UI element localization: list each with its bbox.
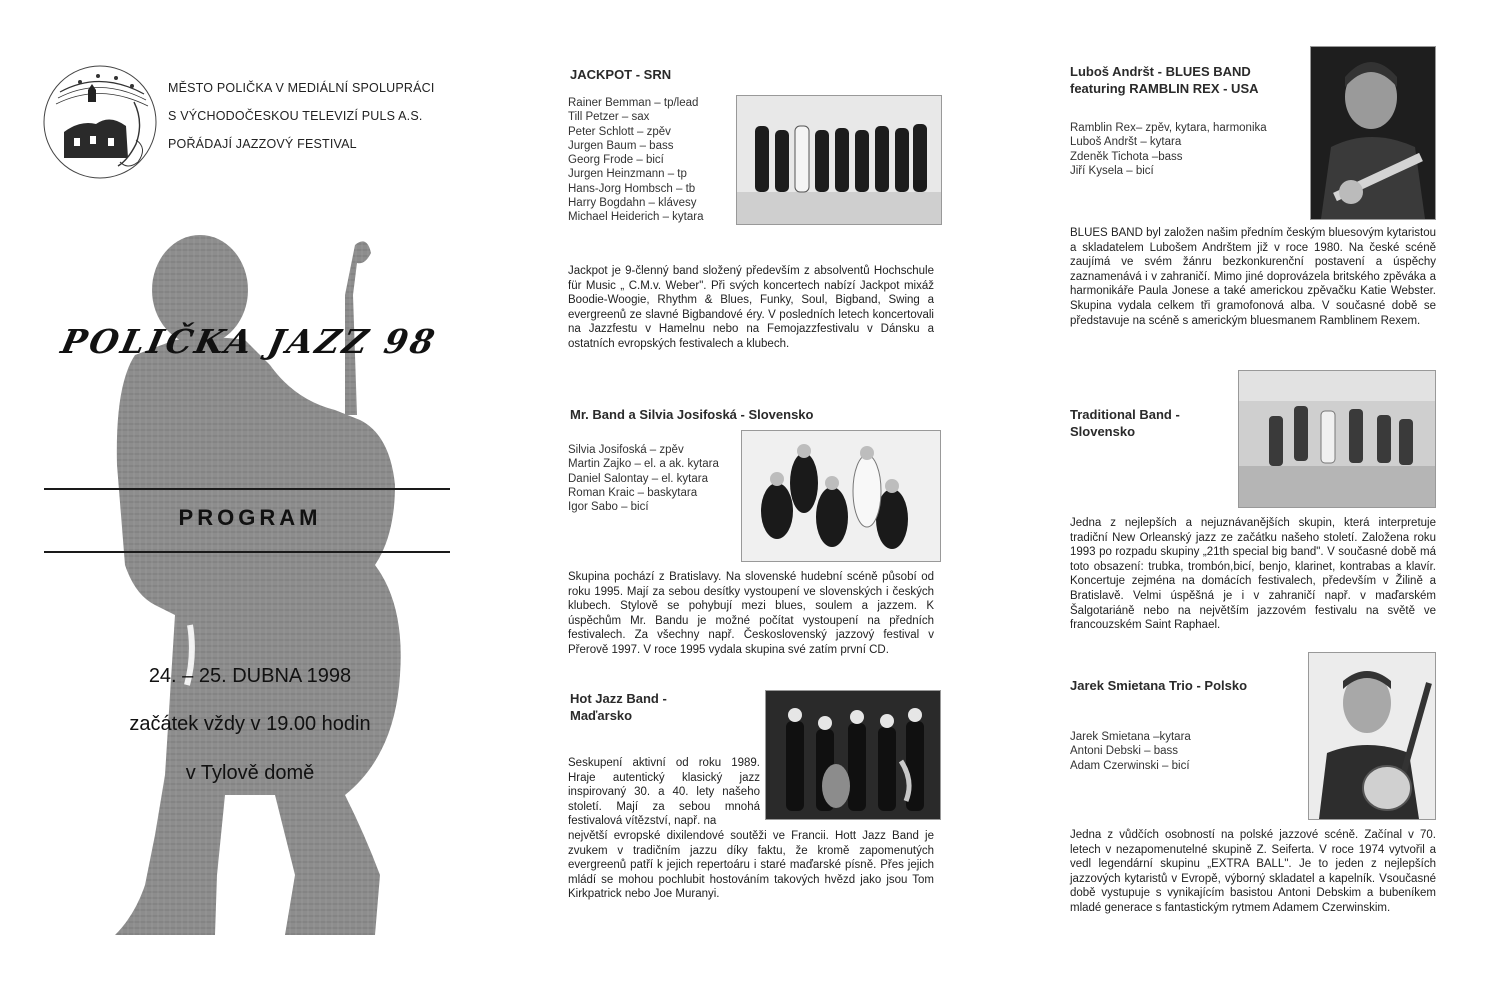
lineup-item: Harry Bogdahn – klávesy xyxy=(568,197,697,210)
start-time: začátek vždy v 19.00 hodin xyxy=(129,713,371,735)
description-jackpot: Jackpot je 9-členný band složený především z absolventů Hochschule für Music „ C.M.v. Weber". Při svých koncertech nabízí Jackpot mixáž Boodie-Woogie, Rhythm & Blues, Funky, Soul, Bigband, Swing a evergreenů ze slavné Bigbandové éry. V posledních letech koncertovali na Jazzfestu v Hamelnu nebo na Femojazzfestivalu v Dánsku a ostatních evropských festivalech a klubech. xyxy=(568,265,934,350)
lineup-item: Jarek Smietana –kytara xyxy=(1070,731,1191,743)
lineup-item: Adam Czerwinski – bicí xyxy=(1070,759,1190,772)
description-hotjazz-narrow: Seskupení aktivní od roku 1989. Hraje autentický klasický jazz inspirovaný 30. a 40. lety našeho století. Mají za sebou mnohá festivalová vítězství, např. na xyxy=(568,757,760,828)
lineup-item: Hans-Jorg Hombsch – tb xyxy=(568,182,696,195)
band-title-hotjazz-line1: Hot Jazz Band - xyxy=(570,691,667,706)
lineup-item: Rainer Bemman – tp/lead xyxy=(568,97,699,109)
top-rule xyxy=(44,488,450,490)
lineup-item: Zdeněk Tichota –bass xyxy=(1070,150,1183,163)
lineup-smietana xyxy=(1070,730,1191,773)
lineup-item: Jurgen Heinzmann – tp xyxy=(568,168,687,181)
festival-dates: 24. – 25. DUBNA 1998 xyxy=(148,665,352,687)
lineup-item: Luboš Andršt – kytara xyxy=(1070,136,1182,149)
lineup-item: Georg Frode – bicí xyxy=(568,154,664,167)
venue: v Tylově domě xyxy=(185,762,315,784)
photo-andrst xyxy=(1310,46,1436,220)
band-title-traditional-line1: Traditional Band - xyxy=(1070,407,1180,422)
band-title-jackpot: JACKPOT - SRN xyxy=(570,67,672,82)
band-title-andrst-line1: Luboš Andršt - BLUES BAND xyxy=(1070,64,1251,79)
lineup-item: Roman Kraic – baskytara xyxy=(568,486,698,499)
middle-panel xyxy=(500,0,1000,1000)
photo-mrband xyxy=(741,430,941,562)
organizer-line-1: MĚSTO POLIČKA V MEDIÁLNÍ SPOLUPRÁCI xyxy=(168,81,435,95)
photo-smietana xyxy=(1308,652,1436,820)
cover-panel xyxy=(0,0,500,1000)
lineup-item: Silvia Josifoská – zpěv xyxy=(568,444,684,456)
lineup-item: Antoni Debski – bass xyxy=(1070,745,1179,758)
festival-title: POLIČKA JAZZ 98 xyxy=(57,322,441,361)
lineup-item: Jurgen Baum – bass xyxy=(568,139,674,152)
band-title-smietana: Jarek Smietana Trio - Polsko xyxy=(1070,678,1248,693)
lineup-item: Jiří Kysela – bicí xyxy=(1070,164,1154,177)
lineup-item: Martin Zajko – el. a ak. kytara xyxy=(568,458,719,471)
description-hotjazz-wide: největší evropské dixilendové soutěži ve Francii. Hott Jazz Band je zvukem v tradičním jazzu díky faktu, že kromě zapomenutých evergreenů patří k jejich repertoáru i staré maďarské písně. Přes jejich mládí se mohou pochlubit hostováním takových hvězd jako jsou Tom Kirkpatrick nebo Joe Muranyi. xyxy=(568,830,934,901)
description-mrband: Skupina pochází z Bratislavy. Na slovenské hudební scéně působí od roku 1995. Mají za sebou desítky vystoupení ve slovenských i českých klubech. Stylově se pohybují mezi blues, soulem a jazzem. K úspěchům Mr. Bandu je možné počítat vystoupení na předních festivalech. Za všechny např. Československý jazzový festival v Přerově 1997. V roce 1995 vydala skupina své zatím první CD. xyxy=(568,571,934,656)
lineup-item: Michael Heiderich – kytara xyxy=(568,211,704,224)
lineup-item: Peter Schlott – zpěv xyxy=(568,125,671,138)
band-title-traditional-line2: Slovensko xyxy=(1070,424,1136,439)
lineup-andrst xyxy=(1070,121,1267,178)
organizer-line-2: S VÝCHODOČESKOU TELEVIZÍ PULS A.S. xyxy=(168,109,423,123)
organizer-line-3: POŘÁDAJÍ JAZZOVÝ FESTIVAL xyxy=(168,137,357,151)
description-smietana: Jedna z vůdčích osobností na polské jazzové scéně. Začínal v 70. letech v nezapomenutelné skupině Z. Seiferta. V roce 1974 vytvořil a vedl legendární skupinu „EXTRA BALL". Je to jeden z nejlepších jazzových kytaristů v Evropě, výborný skladatel a kapelník. Vsoučasné době vystupuje s vynikajícím basistou Antoni Debskim a bubeníkem mladé generace s fantastickým rytmem Adamem Czerwinskim. xyxy=(1070,829,1436,914)
lineup-item: Ramblin Rex– zpěv, kytara, harmonika xyxy=(1070,122,1267,134)
photo-traditional xyxy=(1238,370,1436,508)
band-title-andrst-line2: featuring RAMBLIN REX - USA xyxy=(1070,81,1259,96)
photo-hotjazz xyxy=(765,690,941,820)
lineup-mrband xyxy=(568,443,719,514)
description-andrst: BLUES BAND byl založen našim předním českým bluesovým kytaristou a skladatelem Lubošem Andrštem již v roce 1980. Na české scéně zaujímá ve svém žánru bezkonkurenční postavení a úspěchy zaznamenává i v zahraničí. Mimo jiné doprovázela britského zpěváka a harmonikáře Paula Jonese a také americkou zpěvačku Katie Webster. Skupina vydala celkem tři gramofonová alba. V současné době se představuje na scéně s americkým bluesmanem Ramblinem Rexem. xyxy=(1070,227,1436,327)
program-heading: PROGRAM xyxy=(178,505,322,530)
band-title-hotjazz-line2: Maďarsko xyxy=(570,708,633,723)
lineup-item: Igor Sabo – bicí xyxy=(568,501,649,514)
bottom-rule xyxy=(44,551,450,553)
band-title-mrband: Mr. Band a Silvia Josifoská - Slovensko xyxy=(570,407,814,422)
town-music-emblem-icon xyxy=(40,62,160,182)
description-traditional: Jedna z nejlepších a nejuznávanějších skupin, která interpretuje tradiční New Orleanský jazz ze začátku našeho století. Založena roku 1993 po rozpadu skupiny „21th special big band". V současné době má toto obsazení: trubka, trombón,bicí, benjo, klarinet, kontrabas a klavír. Koncertuje zejména na domácích festivalech, především v Žilině a Bratislavě. Velmi úspěšná je i v zahraničí např. v maďarském Šalgotariáně nebo na největším jazzovém festivalu na světě ve francouzském Saint Raphael. xyxy=(1070,517,1436,632)
lineup-item: Daniel Salontay – el. kytara xyxy=(568,472,708,485)
lineup-item: Till Petzer – sax xyxy=(568,111,650,124)
right-panel xyxy=(1000,0,1500,1000)
lineup-jackpot xyxy=(568,96,704,225)
photo-jackpot xyxy=(736,95,942,225)
